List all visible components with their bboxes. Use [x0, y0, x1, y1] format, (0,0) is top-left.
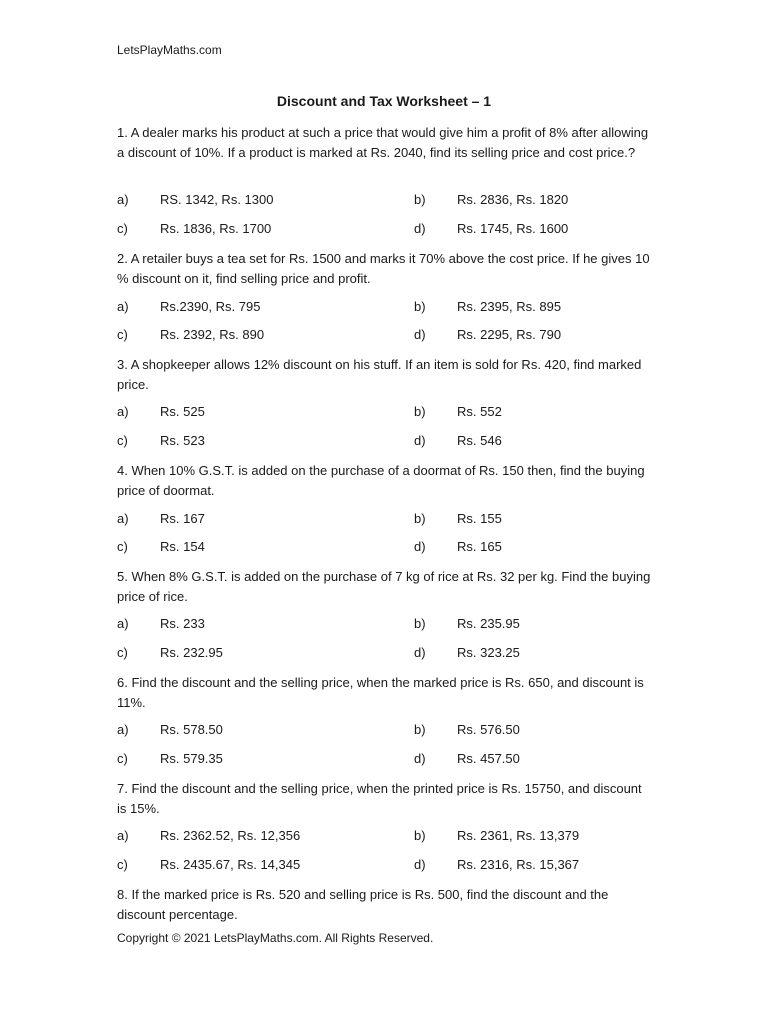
option-2b: b) Rs. 2395, Rs. 895 [414, 299, 562, 314]
option-7d: d) Rs. 2316, Rs. 15,367 [414, 857, 580, 872]
option-3d: d) Rs. 546 [414, 433, 502, 448]
question-2: 2. A retailer buys a tea set for Rs. 1500 and marks it 70% above the cost price. If he gives 10 % discount on it, find selling price and profit. [117, 251, 650, 286]
option-5b: b) Rs. 235.95 [414, 616, 520, 631]
option-7a: a) Rs. 2362.52, Rs. 12,356 [117, 828, 301, 843]
option-3c: c) Rs. 523 [117, 433, 205, 448]
option-2a: a) Rs.2390, Rs. 795 [117, 299, 261, 314]
option-4d: d) Rs. 165 [414, 539, 502, 554]
option-4b: b) Rs. 155 [414, 511, 502, 526]
option-7c: c) Rs. 2435.67, Rs. 14,345 [117, 857, 301, 872]
page-title: Discount and Tax Worksheet – 1 [276, 93, 492, 109]
question-4: 4. When 10% G.S.T. is added on the purchase of a doormat of Rs. 150 then, find the buying price of doormat. [117, 463, 645, 498]
option-6c: c) Rs. 579.35 [117, 751, 223, 766]
option-1d: d) Rs. 1745, Rs. 1600 [414, 221, 569, 236]
option-2c: c) Rs. 2392, Rs. 890 [117, 327, 265, 342]
option-6b: b) Rs. 576.50 [414, 722, 520, 737]
option-6a: a) Rs. 578.50 [117, 722, 223, 737]
option-3b: b) Rs. 552 [414, 404, 502, 419]
question-1: 1. A dealer marks his product at such a price that would give him a profit of 8% after allowing a discount of 10%. If a product is marked at Rs. 2040, find its selling price and cost price.? [117, 125, 649, 160]
option-2d: d) Rs. 2295, Rs. 790 [414, 327, 562, 342]
site-name: LetsPlayMaths.com [117, 43, 222, 57]
option-1a: a) RS. 1342, Rs. 1300 [117, 192, 274, 207]
option-3a: a) Rs. 525 [117, 404, 205, 419]
option-6d: d) Rs. 457.50 [414, 751, 520, 766]
question-8: 8. If the marked price is Rs. 520 and selling price is Rs. 500, find the discount and the discount percentage. [117, 887, 609, 922]
question-5: 5. When 8% G.S.T. is added on the purchase of 7 kg of rice at Rs. 32 per kg. Find the buying price of rice. [117, 569, 651, 604]
option-5c: c) Rs. 232.95 [117, 645, 223, 660]
option-1b: b) Rs. 2836, Rs. 1820 [414, 192, 569, 207]
option-4c: c) Rs. 154 [117, 539, 205, 554]
option-4a: a) Rs. 167 [117, 511, 205, 526]
question-3: 3. A shopkeeper allows 12% discount on his stuff. If an item is sold for Rs. 420, find marked price. [117, 357, 642, 392]
question-7: 7. Find the discount and the selling price, when the printed price is Rs. 15750, and discount is 15%. [117, 781, 642, 816]
option-5d: d) Rs. 323.25 [414, 645, 520, 660]
option-7b: b) Rs. 2361, Rs. 13,379 [414, 828, 580, 843]
question-6: 6. Find the discount and the selling price, when the marked price is Rs. 650, and discount is 11%. [117, 675, 644, 710]
option-5a: a) Rs. 233 [117, 616, 205, 631]
copyright-footer: Copyright © 2021 LetsPlayMaths.com. All Rights Reserved. [117, 931, 434, 945]
option-1c: c) Rs. 1836, Rs. 1700 [117, 221, 272, 236]
